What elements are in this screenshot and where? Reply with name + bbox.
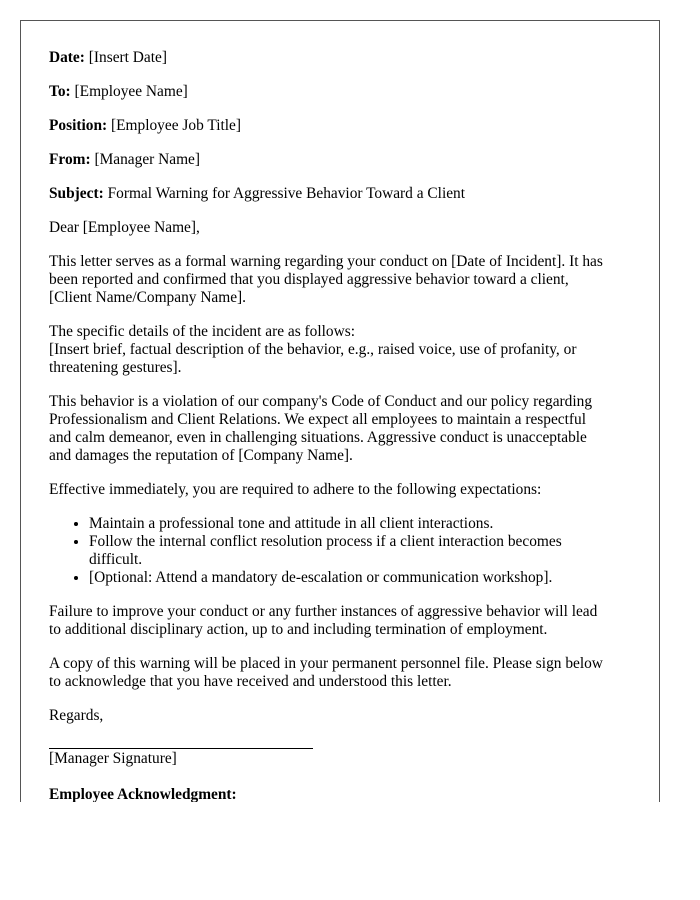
- details-description: [Insert brief, factual description of the behavior, e.g., raised voice, use of profanity, or threatening gestures].: [49, 341, 577, 376]
- from-line: [49, 151, 609, 169]
- list-item: • [Optional: Attend a mandatory de-escalation or communication workshop].: [89, 569, 609, 587]
- paragraph-details: [49, 323, 609, 377]
- to-value: [Employee Name]: [74, 83, 188, 100]
- position-label: Position:: [49, 117, 108, 134]
- letter-content: [49, 49, 609, 802]
- date-value: [Insert Date]: [88, 49, 167, 66]
- paragraph-consequences: Failure to improve your conduct or any further instances of aggressive behavior will lead to additional disciplinary action, up to and including termination of employment.: [49, 603, 598, 638]
- signature-line: [49, 748, 313, 749]
- paragraph-acknowledge-request: A copy of this warning will be placed in your permanent personnel file. Please sign below to acknowledge that you have received and understood this letter.: [49, 655, 603, 690]
- letter-page: [20, 20, 660, 802]
- list-item: • Maintain a professional tone and attitude in all client interactions.: [89, 515, 609, 533]
- position-value: [Employee Job Title]: [111, 117, 241, 134]
- expectations-list: [49, 515, 609, 587]
- paragraph-incident: This letter serves as a formal warning regarding your conduct on [Date of Incident]. It has been reported and confirmed that you displayed aggressive behavior toward a client, [Client Name/Company Name].: [49, 253, 603, 306]
- position-line: [49, 117, 609, 135]
- subject-label: Subject:: [49, 185, 104, 202]
- subject-value: Formal Warning for Aggressive Behavior Toward a Client: [107, 185, 466, 202]
- paragraph-expectations-intro: Effective immediately, you are required to adhere to the following expectations:: [49, 481, 542, 498]
- regards: Regards,: [49, 707, 104, 724]
- manager-signature-label: [Manager Signature]: [49, 750, 177, 767]
- employee-acknowledgment-heading: Employee Acknowledgment:: [49, 786, 237, 802]
- date-label: Date:: [49, 49, 85, 66]
- from-label: From:: [49, 151, 91, 168]
- salutation: Dear [Employee Name],: [49, 219, 200, 236]
- subject-line: [49, 185, 609, 203]
- to-label: To:: [49, 83, 71, 100]
- paragraph-violation: This behavior is a violation of our company's Code of Conduct and our policy regarding Professionalism and Client Relations. We expect all employees to maintain a respectful and calm demeanor, even in challenging situations. Aggressive conduct is unacceptable and damages the reputation of [Company Name].: [49, 393, 593, 464]
- details-intro: The specific details of the incident are as follows:: [49, 323, 355, 340]
- to-line: [49, 83, 609, 101]
- from-value: [Manager Name]: [94, 151, 201, 168]
- date-line: [49, 49, 609, 67]
- list-item: • Follow the internal conflict resolution process if a client interaction becomes difficult.: [89, 533, 609, 569]
